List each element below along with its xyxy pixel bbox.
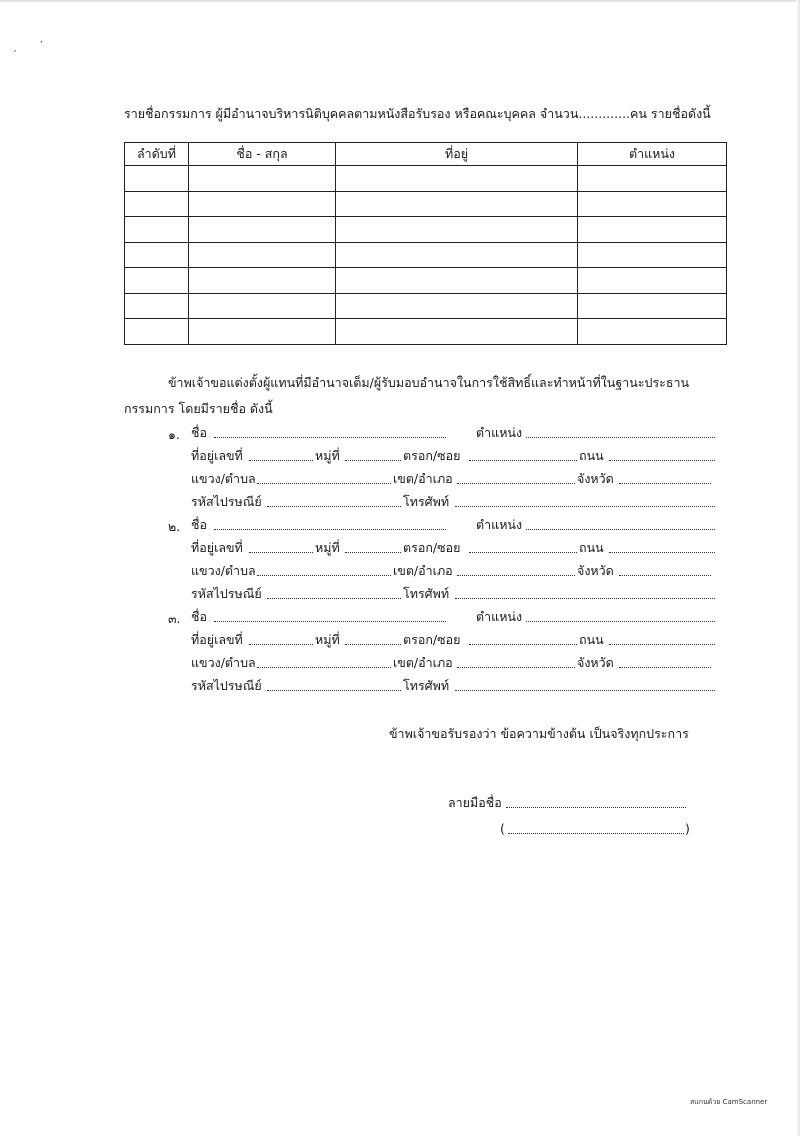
signature-label: ลายมือชื่อ xyxy=(448,795,502,810)
table-row xyxy=(125,293,727,319)
table-cell[interactable] xyxy=(578,217,727,243)
moo-label: หมู่ที่ xyxy=(315,448,340,463)
table-row xyxy=(125,268,727,294)
table-cell[interactable] xyxy=(189,166,336,192)
postcode-field[interactable] xyxy=(267,598,401,599)
road-label: ถนน xyxy=(579,540,604,555)
representative-number: ๒. xyxy=(168,519,181,534)
district-field[interactable] xyxy=(457,667,575,668)
name-label: ชื่อ xyxy=(191,609,207,624)
representative-1-line-2 xyxy=(191,445,715,467)
table-cell[interactable] xyxy=(578,166,727,192)
table-cell[interactable] xyxy=(336,293,578,319)
signature-name-field[interactable] xyxy=(508,833,684,834)
table-row xyxy=(125,319,727,345)
signature-name-line xyxy=(500,818,692,840)
road-label: ถนน xyxy=(579,448,604,463)
province-label: จังหวัด xyxy=(577,655,614,670)
name-field[interactable] xyxy=(214,437,446,438)
province-field[interactable] xyxy=(619,575,711,576)
certification-text: ข้าพเจ้าขอรับรองว่า ข้อความข้างต้น เป็นจริงทุกประการ xyxy=(389,726,689,741)
house-no-label: ที่อยู่เลขที่ xyxy=(191,540,243,555)
table-cell[interactable] xyxy=(189,217,336,243)
moo-field[interactable] xyxy=(345,552,401,553)
table-cell[interactable] xyxy=(336,166,578,192)
table-cell[interactable] xyxy=(125,166,189,192)
table-cell[interactable] xyxy=(189,293,336,319)
table-cell[interactable] xyxy=(189,268,336,294)
table-cell[interactable] xyxy=(336,268,578,294)
subdistrict-field[interactable] xyxy=(257,575,391,576)
column-header-address: ที่อยู่ xyxy=(336,143,578,166)
name-field[interactable] xyxy=(214,529,446,530)
house-no-label: ที่อยู่เลขที่ xyxy=(191,448,243,463)
position-field[interactable] xyxy=(526,437,715,438)
scanner-watermark-text: สแกนด้วย CamScanner xyxy=(690,1098,768,1106)
signature-line xyxy=(448,792,688,814)
soi-label: ตรอก/ซอย xyxy=(403,540,461,555)
house-no-field[interactable] xyxy=(249,644,313,645)
moo-field[interactable] xyxy=(345,644,401,645)
table-cell[interactable] xyxy=(578,293,727,319)
committee-table xyxy=(124,142,727,345)
phone-field[interactable] xyxy=(455,506,715,507)
scan-edge-top xyxy=(0,0,800,3)
table-cell[interactable] xyxy=(578,268,727,294)
phone-field[interactable] xyxy=(455,598,715,599)
postcode-label: รหัสไปรษณีย์ xyxy=(191,494,262,509)
position-label: ตำแหน่ง xyxy=(476,425,523,440)
table-cell[interactable] xyxy=(125,293,189,319)
table-cell[interactable] xyxy=(578,242,727,268)
representative-number: ๑. xyxy=(168,427,180,442)
open-paren: ( xyxy=(500,821,505,836)
scan-speck: ˊ xyxy=(12,50,17,61)
table-cell[interactable] xyxy=(336,319,578,345)
postcode-field[interactable] xyxy=(267,506,401,507)
column-header-name: ชื่อ - สกุล xyxy=(189,143,336,166)
soi-field[interactable] xyxy=(469,460,577,461)
name-label: ชื่อ xyxy=(191,425,207,440)
table-cell[interactable] xyxy=(125,191,189,217)
table-cell[interactable] xyxy=(125,319,189,345)
column-header-position: ตำแหน่ง xyxy=(578,143,727,166)
representative-1-line-3 xyxy=(191,468,715,490)
representative-2-line-4 xyxy=(191,583,715,605)
table-row xyxy=(125,166,727,192)
table-cell[interactable] xyxy=(336,242,578,268)
representative-3-line-2 xyxy=(191,629,715,651)
road-label: ถนน xyxy=(579,632,604,647)
column-header-order: ลำดับที่ xyxy=(125,143,189,166)
position-label: ตำแหน่ง xyxy=(476,609,523,624)
representative-1-line-1 xyxy=(191,422,715,444)
district-field[interactable] xyxy=(457,483,575,484)
province-field[interactable] xyxy=(619,667,711,668)
signature-field[interactable] xyxy=(506,807,686,808)
district-label: เขต/อำเภอ xyxy=(393,563,453,578)
subdistrict-label: แขวง/ตำบล xyxy=(191,655,256,670)
appointment-paragraph: ข้าพเจ้าขอแต่งตั้งผู้แทนที่มีอำนาจเต็ม/ผู้รับมอบอำนาจในการใช้สิทธิ์และทำหน้าที่ในฐานะประธานกรรมการ โดยมีรายชื่อ ดังนี้ xyxy=(124,375,690,416)
table-cell[interactable] xyxy=(189,319,336,345)
road-field[interactable] xyxy=(609,460,715,461)
representative-number: ๓. xyxy=(168,611,181,626)
table-row xyxy=(125,191,727,217)
district-label: เขต/อำเภอ xyxy=(393,655,453,670)
subdistrict-label: แขวง/ตำบล xyxy=(191,471,256,486)
scan-speck: ˑ xyxy=(40,38,44,49)
phone-label: โทรศัพท์ xyxy=(403,678,450,693)
table-cell[interactable] xyxy=(189,191,336,217)
house-no-label: ที่อยู่เลขที่ xyxy=(191,632,243,647)
representative-3-line-4 xyxy=(191,675,715,697)
province-label: จังหวัด xyxy=(577,563,614,578)
road-field[interactable] xyxy=(609,552,715,553)
house-no-field[interactable] xyxy=(249,460,313,461)
province-label: จังหวัด xyxy=(577,471,614,486)
soi-field[interactable] xyxy=(469,552,577,553)
position-field[interactable] xyxy=(526,529,715,530)
district-field[interactable] xyxy=(457,575,575,576)
postcode-field[interactable] xyxy=(267,690,401,691)
committee-intro-text: รายชื่อกรรมการ ผู้มีอำนาจบริหารนิติบุคคลตามหนังสือรับรอง หรือคณะบุคคล จำนวน.............คน รายชื่อดังนี้ xyxy=(124,106,711,121)
table-row xyxy=(125,217,727,243)
name-label: ชื่อ xyxy=(191,517,207,532)
table-row xyxy=(125,242,727,268)
representative-3-line-3 xyxy=(191,652,715,674)
soi-label: ตรอก/ซอย xyxy=(403,632,461,647)
subdistrict-field[interactable] xyxy=(257,667,391,668)
representative-3-line-1 xyxy=(191,606,715,628)
table-cell[interactable] xyxy=(189,242,336,268)
postcode-label: รหัสไปรษณีย์ xyxy=(191,678,262,693)
representative-2-line-2 xyxy=(191,537,715,559)
soi-field[interactable] xyxy=(469,644,577,645)
representative-1-line-4 xyxy=(191,491,715,513)
table-cell[interactable] xyxy=(125,242,189,268)
province-field[interactable] xyxy=(619,483,711,484)
phone-label: โทรศัพท์ xyxy=(403,586,450,601)
district-label: เขต/อำเภอ xyxy=(393,471,453,486)
position-field[interactable] xyxy=(526,621,715,622)
moo-field[interactable] xyxy=(345,460,401,461)
position-label: ตำแหน่ง xyxy=(476,517,523,532)
table-cell[interactable] xyxy=(336,191,578,217)
moo-label: หมู่ที่ xyxy=(315,632,340,647)
phone-label: โทรศัพท์ xyxy=(403,494,450,509)
house-no-field[interactable] xyxy=(249,552,313,553)
representative-2-line-1 xyxy=(191,514,715,536)
table-cell[interactable] xyxy=(125,217,189,243)
table-cell[interactable] xyxy=(578,319,727,345)
name-field[interactable] xyxy=(214,621,446,622)
subdistrict-field[interactable] xyxy=(257,483,391,484)
table-cell[interactable] xyxy=(125,268,189,294)
close-paren: ) xyxy=(685,821,690,836)
moo-label: หมู่ที่ xyxy=(315,540,340,555)
postcode-label: รหัสไปรษณีย์ xyxy=(191,586,262,601)
table-cell[interactable] xyxy=(336,217,578,243)
subdistrict-label: แขวง/ตำบล xyxy=(191,563,256,578)
table-header-row xyxy=(125,143,727,166)
phone-field[interactable] xyxy=(455,690,715,691)
table-cell[interactable] xyxy=(578,191,727,217)
representative-2-line-3 xyxy=(191,560,715,582)
road-field[interactable] xyxy=(609,644,715,645)
soi-label: ตรอก/ซอย xyxy=(403,448,461,463)
scan-edge-right xyxy=(796,0,800,1136)
